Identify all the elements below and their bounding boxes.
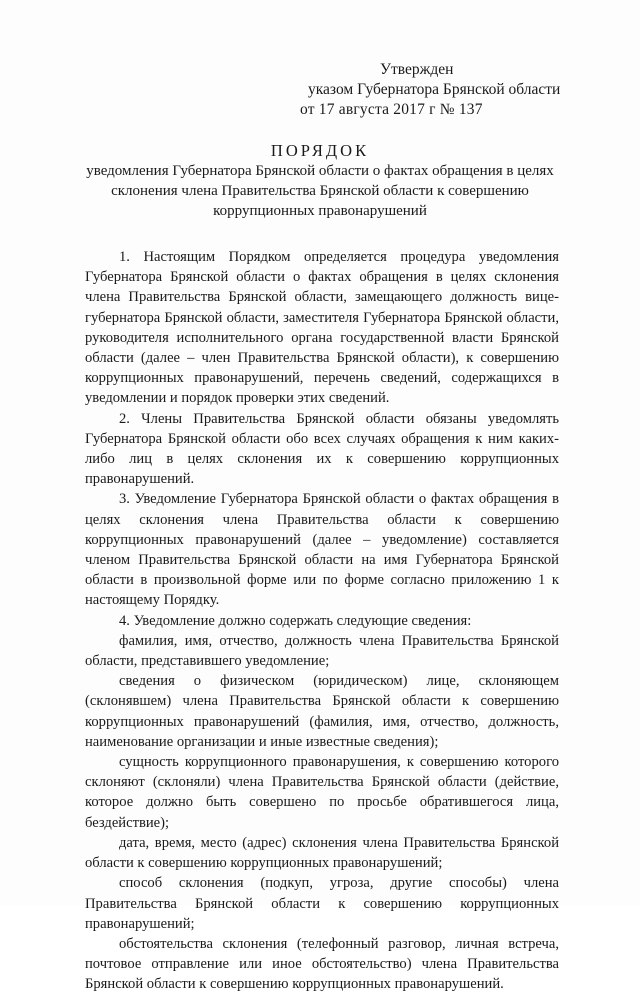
paragraph-3: 3. Уведомление Губернатора Брянской области о фактах обращения в целях склонения члена Правительства области к совершению коррупционных правонарушений (далее – уведомление) составляется членом Правительства Брянской области на имя Губернатора Брянской области в произвольной форме или по форме согласно приложению 1 к настоящему Порядку. bbox=[85, 491, 559, 609]
approval-line-approved: Утвержден bbox=[380, 61, 454, 78]
list-item-method: способ склонения (подкуп, угроза, другие способы) члена Правительства Брянской области к совершению коррупционных правонарушений; bbox=[85, 875, 559, 932]
document-body bbox=[85, 247, 559, 995]
approval-stamp bbox=[300, 60, 620, 120]
list-item-applicant: фамилия, имя, отчество, должность члена Правительства Брянской области, представившего уведомление; bbox=[85, 632, 559, 670]
paragraph-4: 4. Уведомление должно содержать следующие сведения: bbox=[119, 612, 472, 629]
approval-line-decree: указом Губернатора Брянской области bbox=[308, 81, 561, 98]
list-item-date-place: дата, время, место (адрес) склонения члена Правительства Брянской области к совершению коррупционных правонарушений; bbox=[85, 834, 559, 872]
list-item-circumstances: обстоятельства склонения (телефонный разговор, личная встреча, почтовое отправление или иное обстоятельство) члена Правительства Брянской области к совершению коррупционных правонарушений. bbox=[85, 935, 559, 993]
document-title: ПОРЯДОК bbox=[270, 141, 370, 160]
approval-line-date-number: от 17 августа 2017 г № 137 bbox=[300, 101, 483, 118]
document-subtitle: уведомления Губернатора Брянской области о фактах обращения в целях склонения члена Правительства Брянской области к совершению коррупционных правонарушений bbox=[86, 163, 554, 219]
paragraph-2: 2. Члены Правительства Брянской области обязаны уведомлять Губернатора Брянской области обо всех случаях обращения к ним каких-либо лиц в целях склонения их к совершению коррупционных правонарушений. bbox=[85, 410, 559, 488]
paragraph-1: 1. Настоящим Порядком определяется процедура уведомления Губернатора Брянской области о фактах обращения в целях склонения члена Правительства Брянской области, замещающего должность вице-губернатора Брянской области, заместителя Губернатора Брянской области, руководителя исполнительного органа государственной власти Брянской области (далее – член Правительства Брянской области), к совершению коррупционных правонарушений, перечень сведений, содержащихся в уведомлении и порядок проверки этих сведений. bbox=[85, 249, 559, 407]
list-item-inducer: сведения о физическом (юридическом) лице, склоняющем (склонявшем) члена Правительства Брянской области к совершению коррупционных правонарушений (фамилия, имя, отчество, должность, наименование организации и иные известные сведения); bbox=[85, 673, 559, 750]
list-item-essence: сущность коррупционного правонарушения, к совершению которого склоняют (склоняли) члена Правительства Брянской области (действие, которое должно быть совершено по просьбе обратившегося лица, бездействие); bbox=[85, 754, 559, 831]
